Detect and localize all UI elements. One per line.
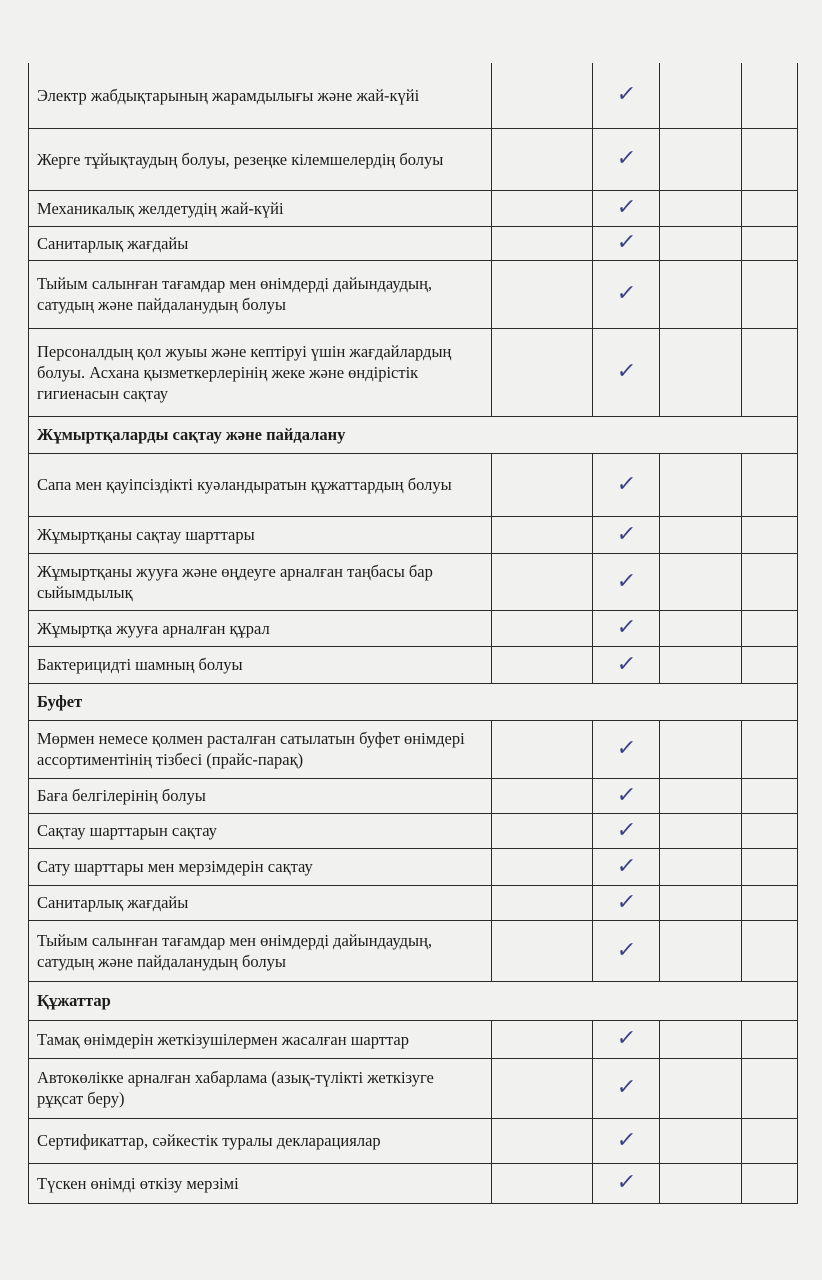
check-cell[interactable] <box>592 328 659 416</box>
check-cell[interactable] <box>592 920 659 981</box>
empty-cell <box>660 720 741 778</box>
check-cell[interactable] <box>592 516 659 553</box>
empty-cell <box>741 553 797 610</box>
empty-cell <box>492 553 593 610</box>
check-cell[interactable] <box>592 1058 659 1118</box>
criterion-text: Бактерицидті шамның болуы <box>29 646 492 683</box>
check-cell[interactable] <box>592 128 659 190</box>
empty-cell <box>492 63 593 128</box>
table-row <box>29 128 798 190</box>
criterion-text: Автокөлікке арналған хабарлама (азық-түлікті жеткізуге рұқсат беру) <box>29 1058 492 1118</box>
section-header-row <box>29 683 798 720</box>
check-cell[interactable] <box>592 63 659 128</box>
criterion-text: Түскен өнімді өткізу мерзімі <box>29 1163 492 1203</box>
criterion-text: Сапа мен қауіпсіздікті куәландыратын құжаттардың болуы <box>29 453 492 516</box>
check-cell[interactable] <box>592 260 659 328</box>
check-cell[interactable] <box>592 226 659 260</box>
empty-cell <box>741 190 797 226</box>
empty-cell <box>660 610 741 646</box>
empty-cell <box>741 720 797 778</box>
empty-cell <box>741 610 797 646</box>
empty-cell <box>660 260 741 328</box>
checkmark-icon: ✓ <box>615 1075 638 1100</box>
criterion-text: Жерге тұйықтаудың болуы, резеңке кілемшелердің болуы <box>29 128 492 190</box>
table-row <box>29 453 798 516</box>
criterion-text: Персоналдың қол жуыы және кептіруі үшін жағдайлардың болуы. Асхана қызметкерлерінің жеке және өндірістік гигиенасын сақтау <box>29 328 492 416</box>
criterion-text: Тыйым салынған тағамдар мен өнімдерді дайындаудың, сатудың және пайдаланудың болуы <box>29 920 492 981</box>
empty-cell <box>741 920 797 981</box>
empty-cell <box>492 128 593 190</box>
check-cell[interactable] <box>592 610 659 646</box>
checkmark-icon: ✓ <box>615 817 638 843</box>
empty-cell <box>741 778 797 813</box>
empty-cell <box>741 646 797 683</box>
empty-cell <box>492 328 593 416</box>
empty-cell <box>741 813 797 848</box>
checkmark-icon: ✓ <box>615 521 638 547</box>
check-cell[interactable] <box>592 1118 659 1163</box>
empty-cell <box>741 1118 797 1163</box>
checkmark-icon: ✓ <box>615 853 638 879</box>
empty-cell <box>660 1058 741 1118</box>
checkmark-icon: ✓ <box>615 1170 638 1195</box>
empty-cell <box>741 328 797 416</box>
table-row <box>29 720 798 778</box>
section-header-row <box>29 981 798 1020</box>
empty-cell <box>660 516 741 553</box>
table-row <box>29 553 798 610</box>
empty-cell <box>741 516 797 553</box>
empty-cell <box>660 1118 741 1163</box>
check-cell[interactable] <box>592 885 659 920</box>
empty-cell <box>492 848 593 885</box>
empty-cell <box>492 646 593 683</box>
table-row <box>29 226 798 260</box>
empty-cell <box>660 848 741 885</box>
empty-cell <box>741 1163 797 1203</box>
checkmark-icon: ✓ <box>615 1026 638 1051</box>
criterion-text: Электр жабдықтарының жарамдылығы және жай-күйі <box>29 63 492 128</box>
checkmark-icon: ✓ <box>615 782 638 808</box>
checkmark-icon: ✓ <box>615 736 638 761</box>
empty-cell <box>660 646 741 683</box>
empty-cell <box>492 885 593 920</box>
empty-cell <box>741 128 797 190</box>
table-row <box>29 1058 798 1118</box>
empty-cell <box>660 553 741 610</box>
criterion-text: Сақтау шарттарын сақтау <box>29 813 492 848</box>
empty-cell <box>492 226 593 260</box>
table-row <box>29 778 798 813</box>
check-cell[interactable] <box>592 646 659 683</box>
criterion-text: Мөрмен немесе қолмен расталған сатылатын буфет өнімдері ассортиментінің тізбесі (прайс-парақ) <box>29 720 492 778</box>
empty-cell <box>741 1058 797 1118</box>
criterion-text: Механикалық желдетудің жай-күйі <box>29 190 492 226</box>
table-row <box>29 1020 798 1058</box>
table-row <box>29 885 798 920</box>
checklist-table <box>28 63 798 1204</box>
empty-cell <box>660 1163 741 1203</box>
empty-cell <box>492 260 593 328</box>
criterion-text: Жұмыртқаны жууға және өңдеуге арналған таңбасы бар сыйымдылық <box>29 553 492 610</box>
table-row <box>29 260 798 328</box>
empty-cell <box>660 63 741 128</box>
check-cell[interactable] <box>592 813 659 848</box>
checkmark-icon: ✓ <box>615 568 638 594</box>
checkmark-icon: ✓ <box>615 937 638 963</box>
empty-cell <box>492 516 593 553</box>
empty-cell <box>492 453 593 516</box>
empty-cell <box>492 1020 593 1058</box>
empty-cell <box>660 453 741 516</box>
section-header-row <box>29 416 798 453</box>
empty-cell <box>492 1118 593 1163</box>
checkmark-icon: ✓ <box>615 230 638 255</box>
checkmark-icon: ✓ <box>615 146 638 171</box>
empty-cell <box>741 453 797 516</box>
criterion-text: Санитарлық жағдайы <box>29 885 492 920</box>
check-cell[interactable] <box>592 778 659 813</box>
check-cell[interactable] <box>592 1163 659 1203</box>
section-title: Буфет <box>29 683 798 720</box>
table-row <box>29 610 798 646</box>
table-row <box>29 1118 798 1163</box>
empty-cell <box>660 190 741 226</box>
empty-cell <box>492 920 593 981</box>
criterion-text: Тыйым салынған тағамдар мен өнімдерді дайындаудың, сатудың және пайдаланудың болуы <box>29 260 492 328</box>
checkmark-icon: ✓ <box>615 1127 638 1153</box>
criterion-text: Санитарлық жағдайы <box>29 226 492 260</box>
empty-cell <box>660 128 741 190</box>
empty-cell <box>492 190 593 226</box>
table-row <box>29 516 798 553</box>
table-row <box>29 848 798 885</box>
empty-cell <box>492 720 593 778</box>
table-row <box>29 190 798 226</box>
empty-cell <box>492 610 593 646</box>
empty-cell <box>492 1163 593 1203</box>
criterion-text: Тамақ өнімдерін жеткізушілермен жасалған шарттар <box>29 1020 492 1058</box>
empty-cell <box>660 920 741 981</box>
empty-cell <box>741 885 797 920</box>
table-row <box>29 1163 798 1203</box>
criterion-text: Сату шарттары мен мерзімдерін сақтау <box>29 848 492 885</box>
section-title: Құжаттар <box>29 981 798 1020</box>
empty-cell <box>660 885 741 920</box>
empty-cell <box>660 1020 741 1058</box>
check-cell[interactable] <box>592 720 659 778</box>
checkmark-icon: ✓ <box>615 889 638 915</box>
criterion-text: Баға белгілерінің болуы <box>29 778 492 813</box>
table-row <box>29 813 798 848</box>
empty-cell <box>492 778 593 813</box>
section-title: Жұмыртқаларды сақтау және пайдалану <box>29 416 798 453</box>
empty-cell <box>741 226 797 260</box>
check-cell[interactable] <box>592 848 659 885</box>
empty-cell <box>660 328 741 416</box>
empty-cell <box>741 848 797 885</box>
empty-cell <box>741 1020 797 1058</box>
checkmark-icon: ✓ <box>615 281 638 306</box>
empty-cell <box>741 260 797 328</box>
checkmark-icon: ✓ <box>615 82 638 108</box>
table-row <box>29 328 798 416</box>
checkmark-icon: ✓ <box>615 471 638 497</box>
checkmark-icon: ✓ <box>615 651 638 677</box>
empty-cell <box>660 778 741 813</box>
empty-cell <box>741 63 797 128</box>
table-row <box>29 646 798 683</box>
check-cell[interactable] <box>592 190 659 226</box>
table-row <box>29 63 798 128</box>
criterion-text: Сертификаттар, сәйкестік туралы декларациялар <box>29 1118 492 1163</box>
criterion-text: Жұмыртқаны сақтау шарттары <box>29 516 492 553</box>
empty-cell <box>660 813 741 848</box>
checkmark-icon: ✓ <box>615 195 638 220</box>
table-row <box>29 920 798 981</box>
check-cell[interactable] <box>592 553 659 610</box>
empty-cell <box>492 1058 593 1118</box>
check-cell[interactable] <box>592 453 659 516</box>
criterion-text: Жұмыртқа жууға арналған құрал <box>29 610 492 646</box>
empty-cell <box>492 813 593 848</box>
check-cell[interactable] <box>592 1020 659 1058</box>
empty-cell <box>660 226 741 260</box>
checkmark-icon: ✓ <box>615 359 638 384</box>
checkmark-icon: ✓ <box>615 615 638 640</box>
